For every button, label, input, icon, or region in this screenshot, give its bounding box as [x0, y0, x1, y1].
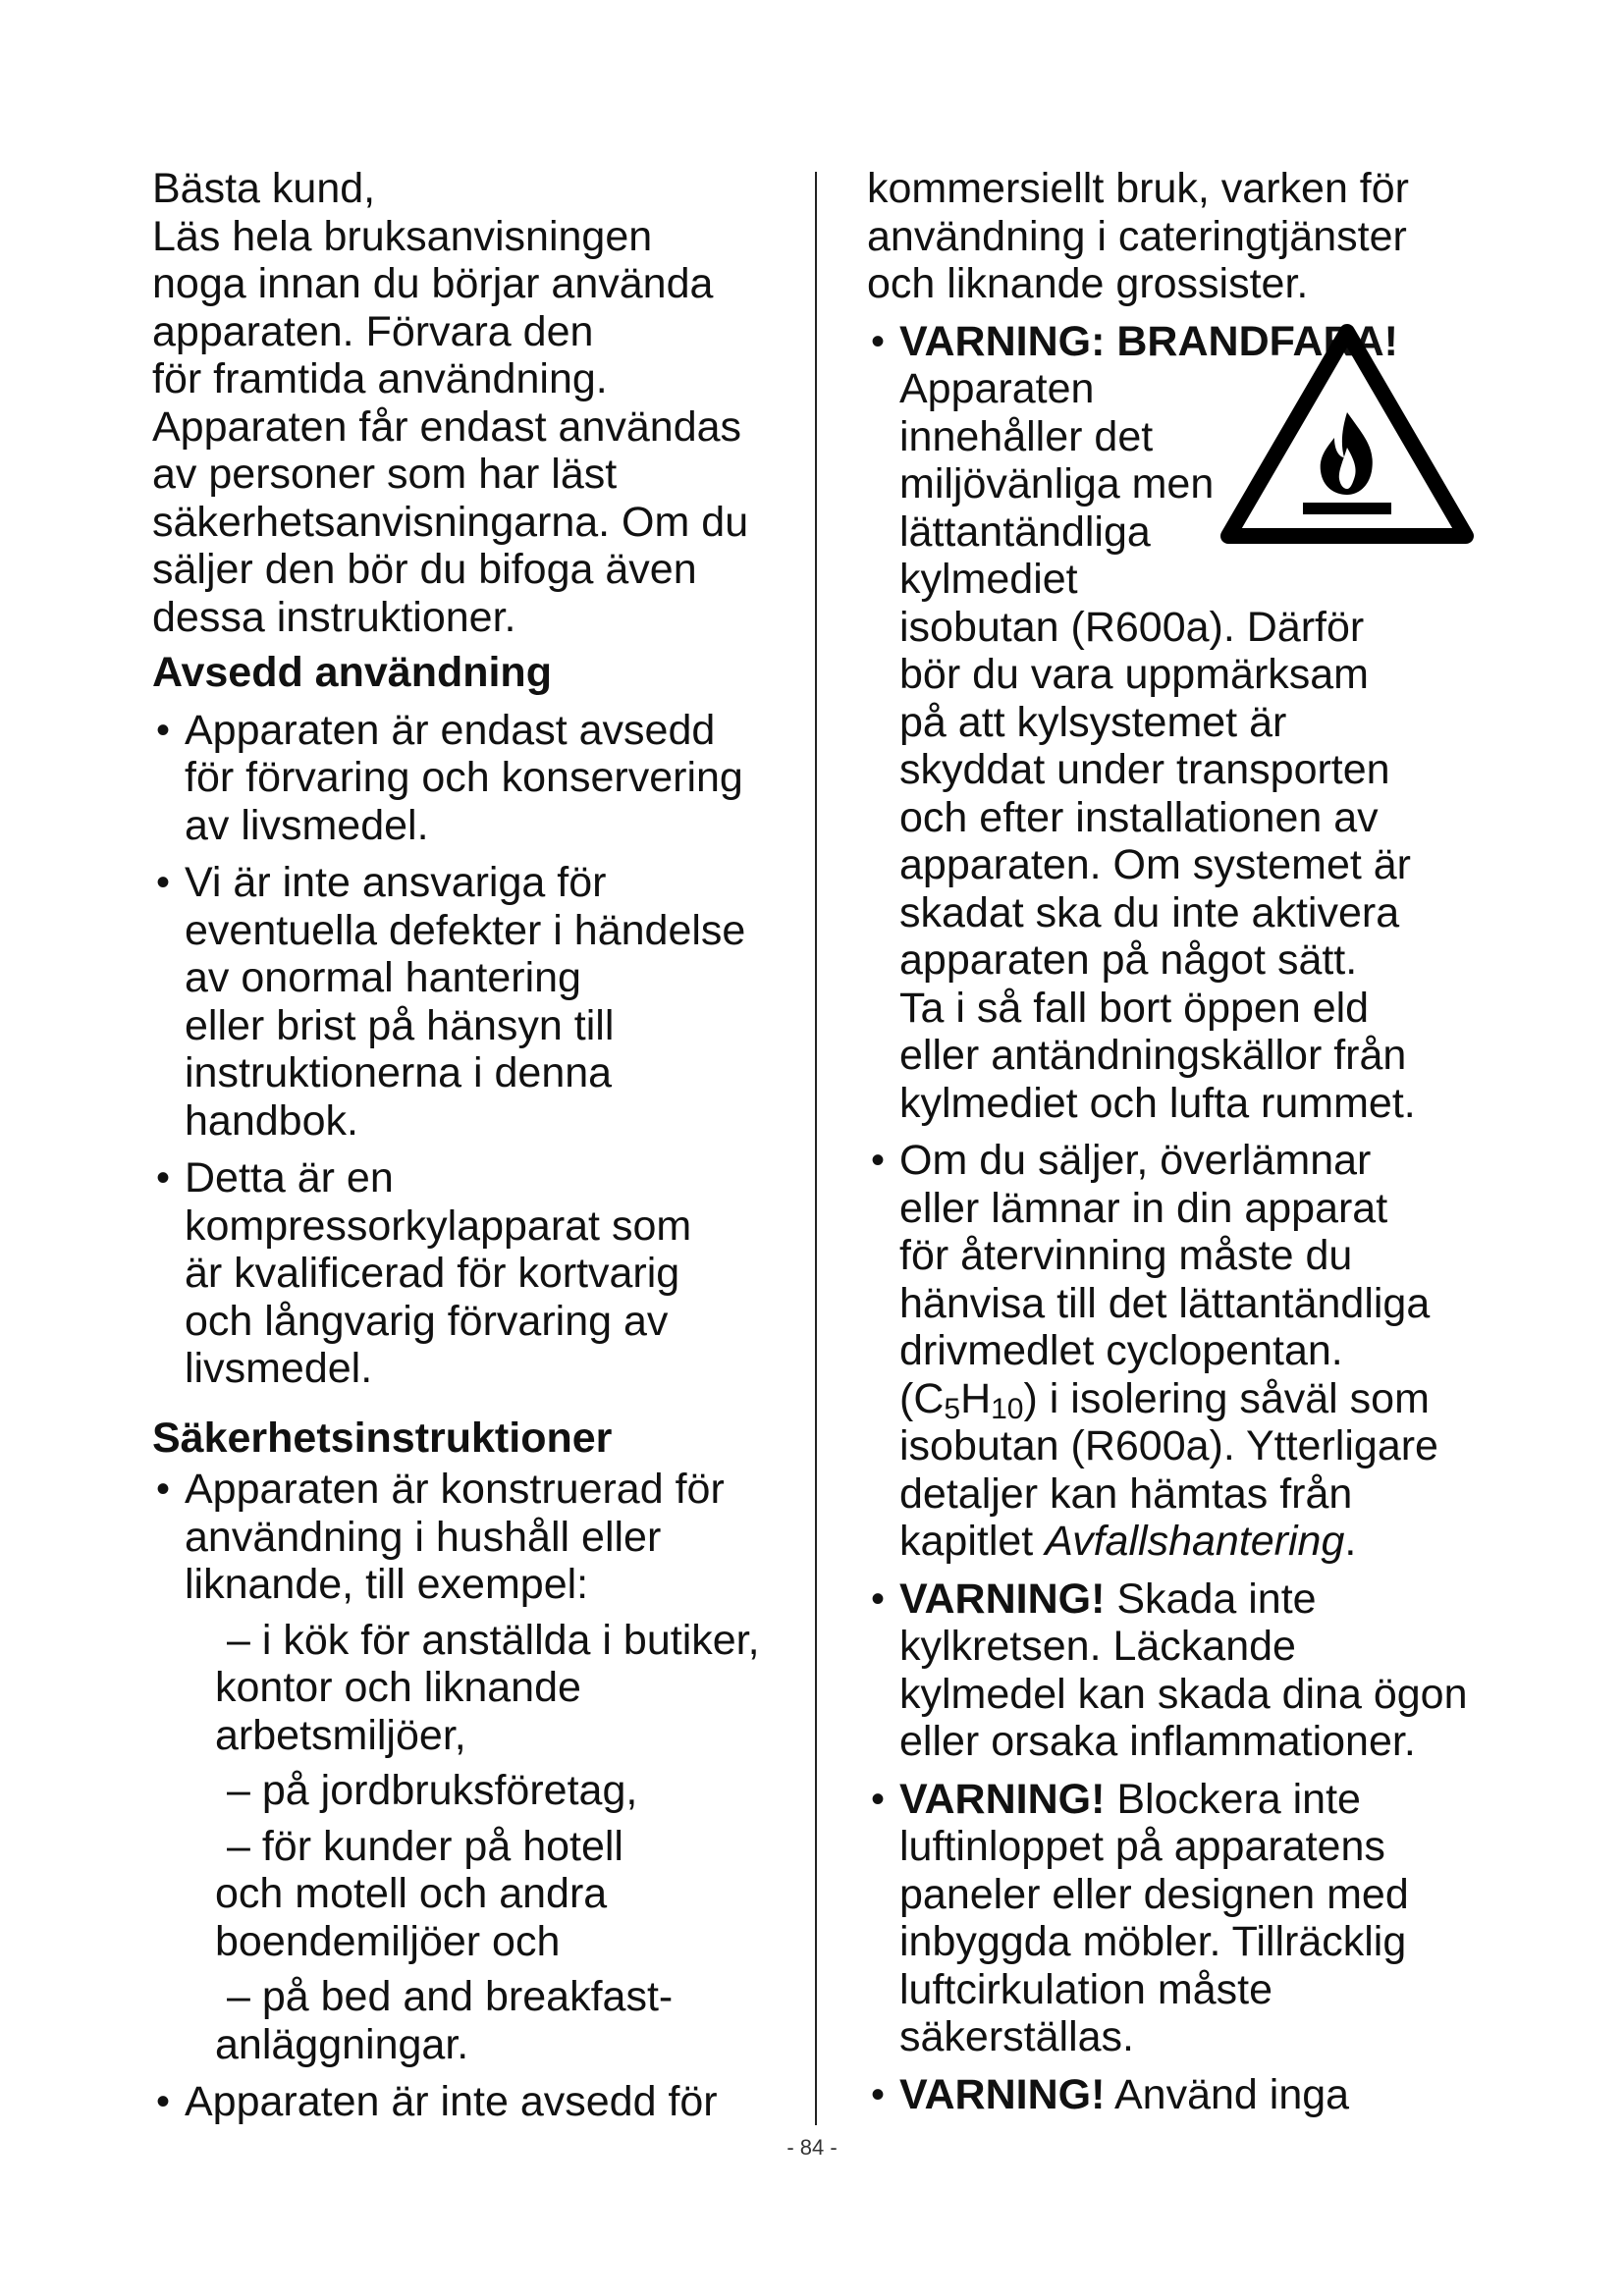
- warning-line: kylmediet och lufta rummet.: [899, 1079, 1416, 1127]
- chapter-name: Avfallshantering: [1045, 1518, 1345, 1565]
- bullet-line: luftcirkulation måste: [899, 1965, 1272, 2013]
- bullet-line: säkerställas.: [899, 2013, 1134, 2060]
- intro-line: säkerhetsanvisningarna. Om du: [152, 498, 749, 546]
- bullet-item: [867, 1137, 1495, 1566]
- warning-label: VARNING!: [899, 1775, 1106, 1823]
- warning-line: apparaten. Om systemet är: [899, 841, 1411, 888]
- bullet-line: inbyggda möbler. Tillräcklig: [899, 1918, 1407, 1965]
- warning-line: isobutan (R600a). Därför: [899, 603, 1365, 651]
- warning-text: Skada inte: [1105, 1575, 1317, 1623]
- warning-line: skadat ska du inte aktivera: [899, 888, 1400, 936]
- formula-part: H: [960, 1374, 992, 1422]
- warning-line: apparaten på något sätt.: [899, 936, 1358, 984]
- warning-line: bör du vara uppmärksam: [899, 651, 1369, 698]
- sub-line: boendemiljöer och: [215, 1917, 561, 1965]
- bullet-line: • Apparaten är endast avsedd: [185, 706, 716, 754]
- warning-line: på att kylsystemet är: [899, 698, 1287, 746]
- intro-line: av personer som har läst: [152, 451, 618, 498]
- bullet-line: hänvisa till det lättantändliga: [899, 1279, 1431, 1327]
- sub-line: – för kunder på hotell: [227, 1822, 623, 1870]
- sub-line: arbetsmiljöer,: [215, 1711, 466, 1759]
- bullet-line: • Vi är inte ansvariga för: [185, 859, 607, 906]
- bullet-line: av livsmedel.: [185, 801, 429, 849]
- sub-item: [215, 1823, 820, 1966]
- bullet-line: kylkretsen. Läckande: [899, 1623, 1296, 1670]
- chapter-reference-line: [899, 1518, 1495, 1566]
- formula-part: ) i isolering såväl som: [1023, 1374, 1430, 1422]
- warning-label: VARNING!: [899, 2070, 1106, 2118]
- left-column: [152, 165, 820, 2126]
- bullet-line: för förvaring och konservering: [185, 754, 743, 801]
- formula-subscript: 5: [944, 1392, 961, 1425]
- chapter-suffix: .: [1344, 1518, 1357, 1565]
- intro-line: Apparaten får endast användas: [152, 402, 742, 451]
- warning-bullet: [867, 2071, 1495, 2119]
- sub-line: – på bed and breakfast-: [227, 1973, 674, 2020]
- bullet-line: användning i hushåll eller: [185, 1513, 662, 1561]
- sub-line: – på jordbruksföretag,: [227, 1767, 638, 1814]
- bullet-line: eller orsaka inflammationer.: [899, 1718, 1416, 1765]
- bullet-line: eventuella defekter i händelse: [185, 906, 746, 954]
- intro-line: apparaten. Förvara den: [152, 307, 594, 355]
- bullet-line: eller lämnar in din apparat: [899, 1184, 1388, 1232]
- bullet-line: livsmedel.: [185, 1345, 373, 1392]
- continuation-paragraph: [867, 165, 1495, 308]
- sub-line: – i kök för anställda i butiker,: [227, 1616, 760, 1664]
- bullet-line: paneler eller designen med: [899, 1870, 1409, 1918]
- text-line: och liknande grossister.: [867, 260, 1309, 307]
- heading-safety: Säkerhetsinstruktioner: [152, 1414, 613, 1462]
- bullet-line: och långvarig förvaring av: [185, 1297, 669, 1345]
- intro-line: Läs hela bruksanvisningen: [152, 212, 653, 260]
- page-number: - 84 -: [786, 2135, 838, 2160]
- bullet-line: kompressorkylapparat som: [185, 1201, 692, 1250]
- sub-line: kontor och liknande: [215, 1664, 581, 1711]
- intro-paragraph: [152, 165, 820, 641]
- bullet-line: • Apparaten är inte avsedd för: [185, 2078, 718, 2125]
- bullet-line: av onormal hantering: [185, 954, 581, 1001]
- bullet-line: eller brist på hänsyn till: [185, 1001, 615, 1049]
- intro-line: noga innan du börjar använda: [152, 260, 714, 307]
- text-line: användning i cateringtjänster: [867, 212, 1407, 260]
- fire-warning: [867, 318, 1495, 1128]
- warning-text: Använd inga: [1105, 2070, 1350, 2118]
- formula-part: (C: [899, 1374, 945, 1422]
- warning-line: skyddat under transporten: [899, 746, 1390, 793]
- flammable-warning-icon: [1218, 322, 1476, 548]
- bullet-line: är kvalificerad för kortvarig: [185, 1250, 680, 1297]
- warning-line: eller antändningskällor från: [899, 1032, 1407, 1079]
- warning-line: lättantändliga: [899, 507, 1151, 556]
- heading-intended-use: Avsedd användning: [152, 649, 552, 696]
- chemical-formula-line: [899, 1375, 1495, 1423]
- warning-line: miljövänliga men: [899, 460, 1215, 507]
- bullet-line: • Apparaten är konstruerad för: [185, 1466, 725, 1513]
- bullet-item: [152, 1154, 820, 1393]
- warning-line: kylmediet: [899, 556, 1078, 603]
- bullet-line: detaljer kan hämtas från: [899, 1469, 1353, 1518]
- text-line: kommersiellt bruk, varken för: [867, 165, 1409, 212]
- sub-item: [215, 1973, 820, 2068]
- right-column: [867, 165, 1495, 2118]
- formula-subscript: 10: [991, 1392, 1024, 1425]
- bullet-item: [152, 1466, 820, 1609]
- chapter-prefix: kapitlet: [899, 1518, 1046, 1565]
- bullet-line: luftinloppet på apparatens: [899, 1823, 1385, 1870]
- warning-text: Blockera inte: [1105, 1775, 1361, 1823]
- warning-title: • VARNING: BRANDFARA!: [899, 317, 1399, 365]
- warning-line: och efter installationen av: [899, 793, 1379, 841]
- bullet-line: kylmedel kan skada dina ögon: [899, 1670, 1468, 1718]
- bullet-line: liknande, till exempel:: [185, 1561, 589, 1608]
- intro-line: säljer den bör du bifoga även: [152, 546, 697, 593]
- warning-label: VARNING!: [899, 1575, 1106, 1623]
- bullet-item: [152, 707, 820, 850]
- sub-line: och motell och andra: [215, 1870, 608, 1917]
- bullet-item: [152, 2078, 820, 2126]
- bullet-line: • Om du säljer, överlämnar: [899, 1137, 1372, 1184]
- sub-line: anläggningar.: [215, 2020, 469, 2068]
- bullet-item: [152, 859, 820, 1145]
- sub-item: [215, 1767, 820, 1815]
- intro-line: för framtida användning.: [152, 355, 608, 402]
- bullet-line: instruktionerna i denna: [185, 1049, 613, 1096]
- sub-item: [215, 1617, 820, 1760]
- warning-bullet: [867, 1575, 1495, 1766]
- warning-line: Apparaten: [899, 365, 1095, 412]
- bullet-line: handbok.: [185, 1096, 358, 1145]
- bullet-line: drivmedlet cyclopentan.: [899, 1327, 1343, 1374]
- intro-line: dessa instruktioner.: [152, 593, 516, 641]
- intro-line: Bästa kund,: [152, 165, 376, 212]
- bullet-line: • Detta är en: [185, 1154, 394, 1201]
- warning-line: Ta i så fall bort öppen eld: [899, 984, 1370, 1032]
- bullet-line: isobutan (R600a). Ytterligare: [899, 1422, 1438, 1469]
- warning-bullet: [867, 1776, 1495, 2061]
- bullet-line: för återvinning måste du: [899, 1232, 1353, 1279]
- warning-line: innehåller det: [899, 412, 1154, 460]
